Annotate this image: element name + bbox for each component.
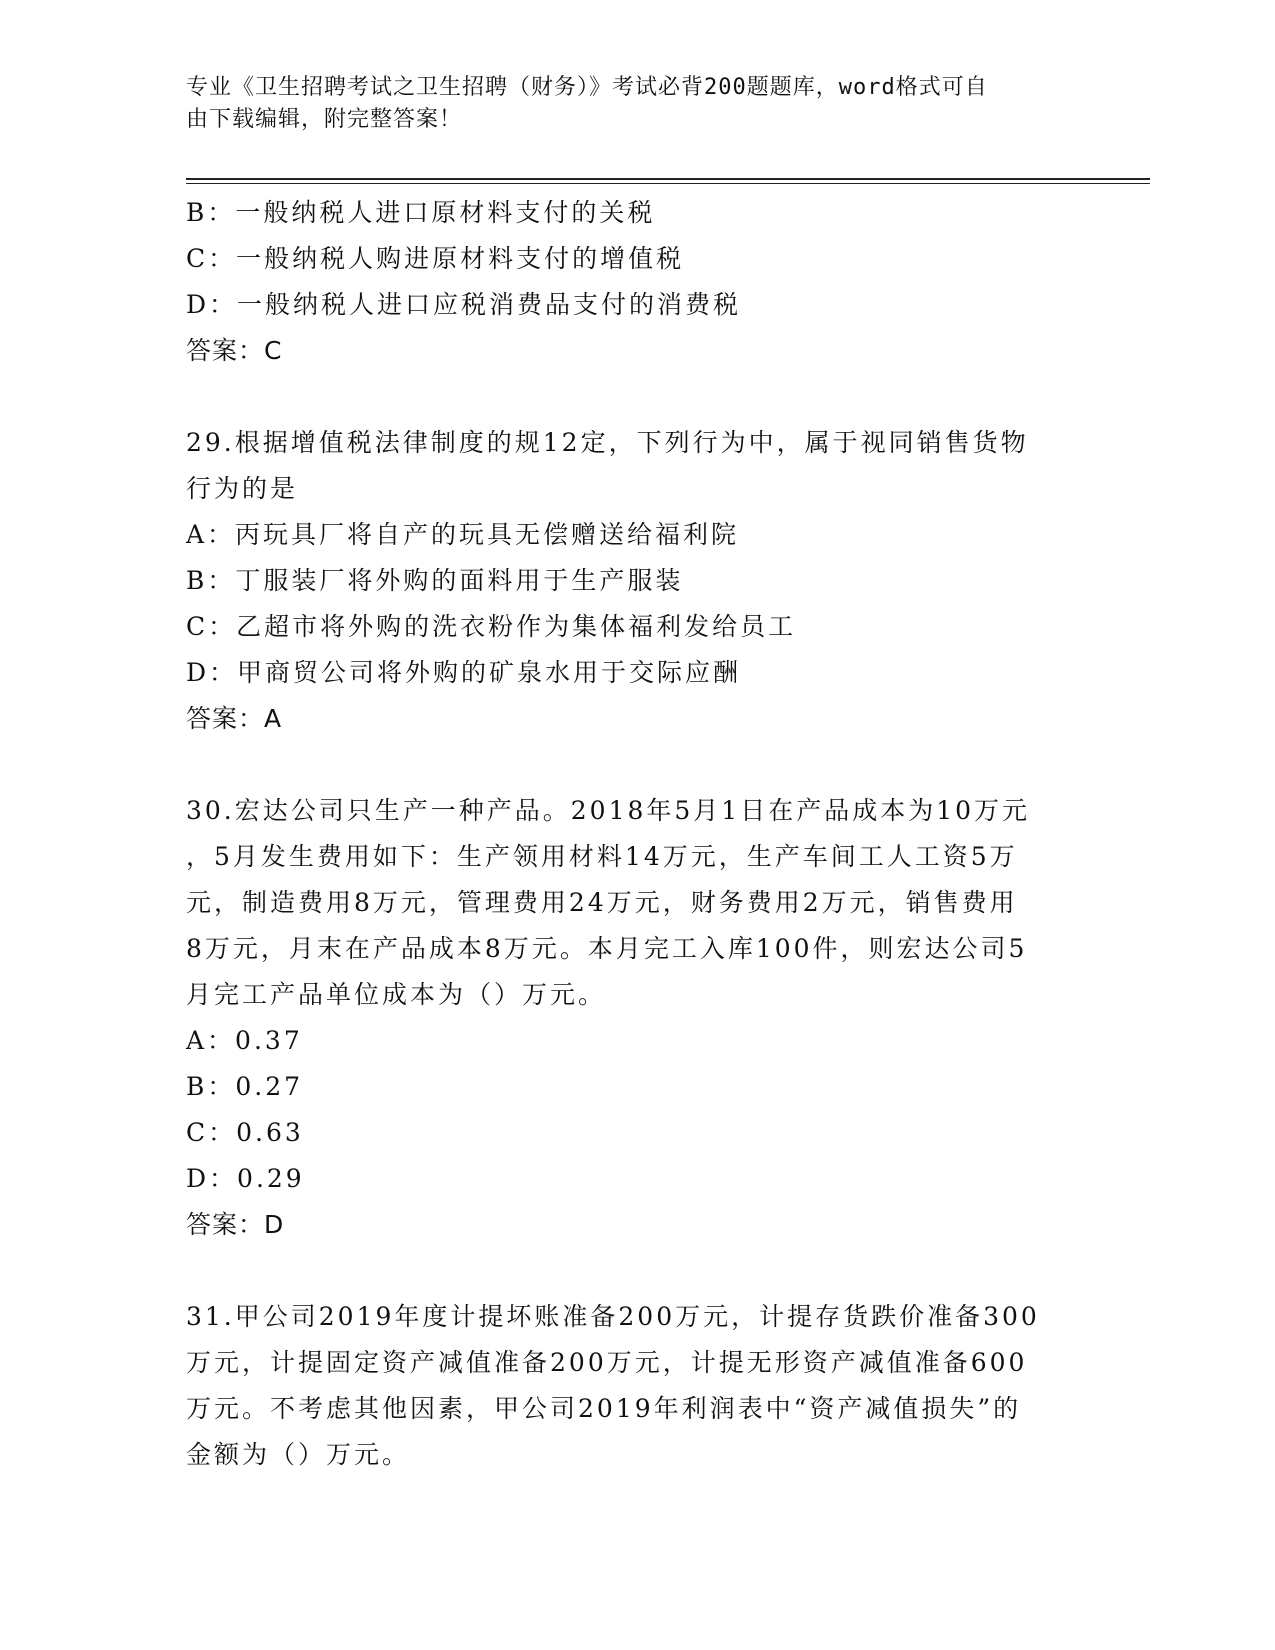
question-text-line: 31.甲公司2019年度计提坏账准备200万元，计提存货跌价准备300 <box>186 1302 1040 1331</box>
question-text-line: 万元。不考虑其他因素，甲公司2019年利润表中“资产减值损失”的 <box>186 1394 1022 1423</box>
question-text-line: 元，制造费用8万元，管理费用24万元，财务费用2万元，销售费用 <box>186 888 1018 917</box>
question-text-line: 金额为（）万元。 <box>186 1440 411 1469</box>
option-b: B：丁服装厂将外购的面料用于生产服装 <box>186 566 684 595</box>
question-text-line: 30.宏达公司只生产一种产品。2018年5月1日在产品成本为10万元 <box>186 796 1031 825</box>
option-c: C：乙超市将外购的洗衣粉作为集体福利发给员工 <box>186 612 797 641</box>
answer-label: 答案：A <box>186 704 283 733</box>
option-d: D：0.29 <box>186 1164 305 1193</box>
question-text-line: ，5月发生费用如下：生产领用材料14万元，生产车间工人工资5万 <box>186 842 1018 871</box>
option-a: A：0.37 <box>186 1026 303 1055</box>
question-text-line: 行为的是 <box>186 474 299 503</box>
question-30-block <box>186 788 1086 1248</box>
header-line-2: 由下载编辑，附完整答案！ <box>186 107 463 132</box>
question-31-block <box>186 1294 1086 1478</box>
option-d: D：甲商贸公司将外购的矿泉水用于交际应酬 <box>186 658 742 687</box>
spacer <box>186 742 1086 788</box>
question-text-line: 万元，计提固定资产减值准备200万元，计提无形资产减值准备600 <box>186 1348 1028 1377</box>
question-text-line: 29.根据增值税法律制度的规12定，下列行为中，属于视同销售货物 <box>186 428 1029 457</box>
option-c: C：0.63 <box>186 1118 304 1147</box>
header-line-1: 专业《卫生招聘考试之卫生招聘（财务）》考试必背200题题库，word格式可自 <box>186 75 988 100</box>
header-divider-thick <box>186 178 1150 180</box>
option-a: A：丙玩具厂将自产的玩具无偿赠送给福利院 <box>186 520 740 549</box>
document-header <box>186 72 1066 136</box>
option-b: B：一般纳税人进口原材料支付的关税 <box>186 198 656 227</box>
question-text-line: 月完工产品单位成本为（）万元。 <box>186 980 607 1009</box>
option-c: C：一般纳税人购进原材料支付的增值税 <box>186 244 685 273</box>
question-text-line: 8万元，月末在产品成本8万元。本月完工入库100件，则宏达公司5 <box>186 934 1028 963</box>
option-d: D：一般纳税人进口应税消费品支付的消费税 <box>186 290 742 319</box>
question-28-block <box>186 190 1086 374</box>
answer-label: 答案：C <box>186 336 283 365</box>
option-b: B：0.27 <box>186 1072 304 1101</box>
header-divider-thin <box>186 183 1150 184</box>
spacer <box>186 374 1086 420</box>
spacer <box>186 1248 1086 1294</box>
answer-label: 答案：D <box>186 1210 285 1239</box>
question-content <box>186 190 1086 1478</box>
question-29-block <box>186 420 1086 742</box>
